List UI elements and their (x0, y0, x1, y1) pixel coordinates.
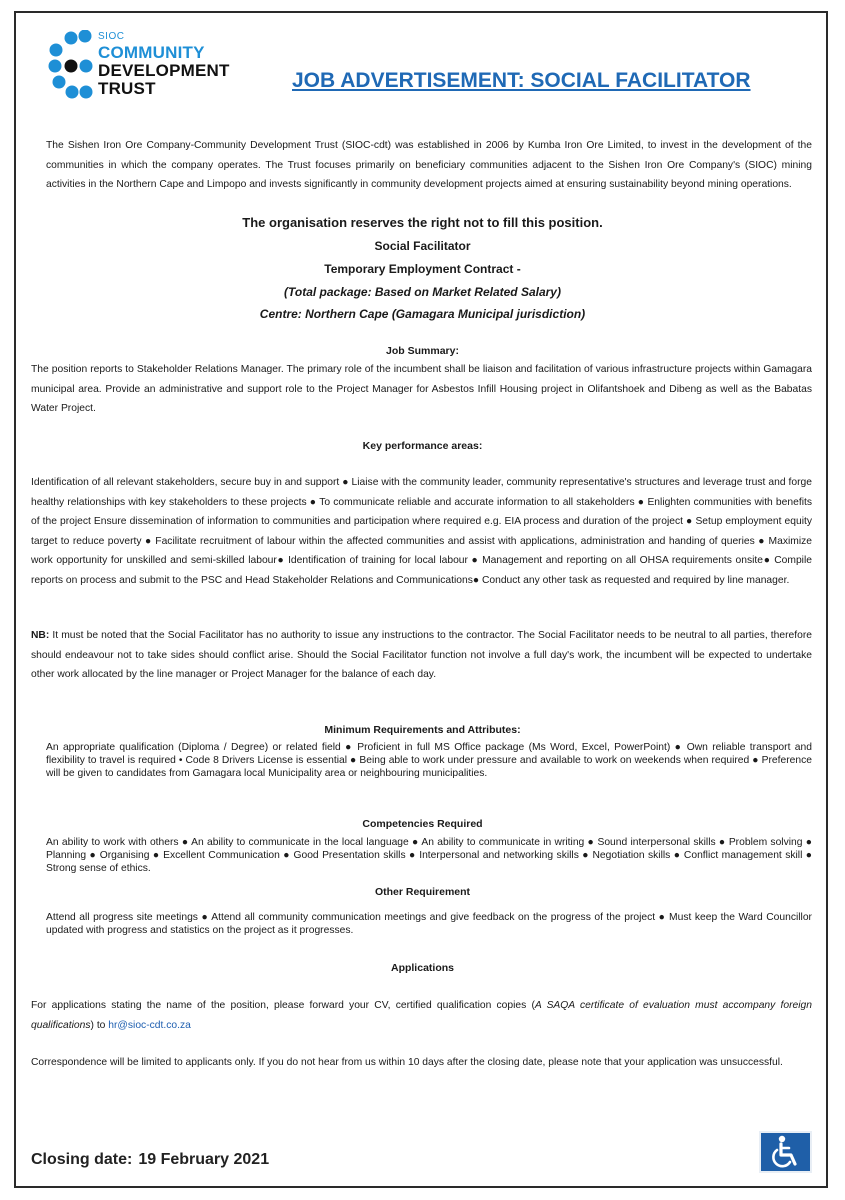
job-summary-text: The position reports to Stakeholder Relations Manager. The primary role of the incumbent shall be liaison and facilitation of various infrastructure projects within Gamagara municipal area. Provide an administrative and support role to the Project Manager for Asbestos Infill Housing project in Olifantshoek and Dibeng as well as the Babatas Water Project. (31, 364, 812, 414)
competencies-text: An ability to work with others ● An ability to communicate in the local language ● An ability to communicate in writing ● Sound interpersonal skills ● Problem solving ● Planning ● Organising ● Excellent Communication ● Good Presentation skills ● Interpersonal and networking skills ● Negotiation skills ● Conflict management skill ● Strong sense of ethics. (46, 837, 812, 874)
wheelchair-accessibility-icon (761, 1133, 810, 1171)
nb-label: NB: (31, 630, 50, 641)
job-summary-heading: Job Summary: (386, 345, 459, 357)
min-req-text: An appropriate qualification (Diploma / Degree) or related field ● Proficient in full MS Office package (Ms Word, Excel, PowerPoint) ● Own reliable transport and flexibility to travel is required • Code 8 Drivers License is essential ● Being able to work under pressure and available to work on weekends when required ● Preference will be given to candidates from Gamagara local Municipality area or neighbouring municipalities. (46, 742, 812, 779)
email-link[interactable]: hr@sioc-cdt.co.za (108, 1019, 191, 1031)
nb-text: It must be noted that the Social Facilitator has no authority to issue any instructions to the contractor. The Social Facilitator needs to be neutral to all parties, therefore should endeavour not to take sides should conflict arise. Should the Social Facilitator function not involve a full day's work, the incumbent will be expected to undertake other work allocated by the line manager or Project Manager for the balance of each day. (31, 630, 812, 680)
closing-label: Closing date: (31, 1151, 133, 1168)
position-title: Social Facilitator (374, 239, 471, 253)
contract-type: Temporary Employment Contract - (324, 262, 521, 276)
nb-paragraph (31, 626, 812, 685)
page-title: JOB ADVERTISEMENT: SOCIAL FACILITATOR (292, 69, 751, 92)
logo-wordmark (98, 30, 230, 97)
centre-location: Centre: Northern Cape (Gamagara Municipal jurisdiction) (259, 307, 586, 321)
logo-trust: TRUST (98, 79, 156, 98)
sioc-logo (46, 30, 246, 110)
applications-text (31, 996, 812, 1035)
logo-community: COMMUNITY (98, 43, 205, 62)
closing-date-value: 19 February 2021 (138, 1151, 270, 1168)
closing-date (31, 1151, 269, 1169)
correspondence-text: Correspondence will be limited to applicants only. If you do not hear from us within 10 days after the closing date, please note that your application was unsuccessful. (31, 1057, 783, 1068)
salary-package: (Total package: Based on Market Related Salary) (284, 285, 561, 299)
logo-sioc: SIOC (98, 31, 125, 42)
other-req-heading: Other Requirement (374, 886, 471, 898)
saqa-note: A SAQA certificate of evaluation must accompany foreign qualifications (31, 1000, 812, 1031)
applications-heading: Applications (390, 962, 454, 974)
logo-development: DEVELOPMENT (98, 61, 230, 80)
intro-paragraph: The Sishen Iron Ore Company-Community Development Trust (SIOC-cdt) was established in 2006 by Kumba Iron Ore Limited, to invest in the development of the communities in which the company operates. The Trust focuses primarily on beneficiary communities adjacent to the Sishen Iron Ore Company's (SIOC) mining activities in the Northern Cape and Limpopo and invests significantly in community development projects aimed at ensuring sustainability beyond mining operations. (46, 140, 812, 190)
competencies-heading: Competencies Required (362, 818, 483, 830)
kpa-text: Identification of all relevant stakeholders, secure buy in and support ● Liaise with the community leader, community representative's structures and leverage trust and forge healthy relationships with key stakeholders to these projects ● To communicate reliable and accurate information to all stakeholders ● Enlighten communities with benefits of the project Ensure dissemination of information to communities and participation where required e.g. EIA process and duration of the project ● Setup employment equity target to reduce poverty ● Facilitate recruitment of labour within the affected communities and assist with applications, administration and handing of queries ● Maximize work opportunity for unskilled and semi-skilled labour● Identification of training for local labour ● Management and reporting on all OHSA requirements onsite● Compile reports on process and submit to the PSC and Head Stakeholder Relations and Communications● Conduct any other task as requested and required by line manager. (31, 477, 812, 586)
reserve-note: The organisation reserves the right not to fill this position. (242, 215, 603, 230)
accessibility-badge (759, 1131, 812, 1173)
kpa-heading: Key performance areas: (362, 440, 483, 452)
applications-text-start: For applications stating the name of the position, please forward your CV, certified qualification copies ( (31, 1000, 535, 1011)
applications-text-mid: ) to (90, 1019, 109, 1031)
other-req-text: Attend all progress site meetings ● Attend all community communication meetings and give feedback on the progress of the project ● Must keep the Ward Councillor updated with progress and statistics on the project as it progresses. (46, 912, 812, 936)
min-req-heading: Minimum Requirements and Attributes: (324, 724, 521, 736)
dot-cluster-logo-icon (46, 30, 96, 102)
